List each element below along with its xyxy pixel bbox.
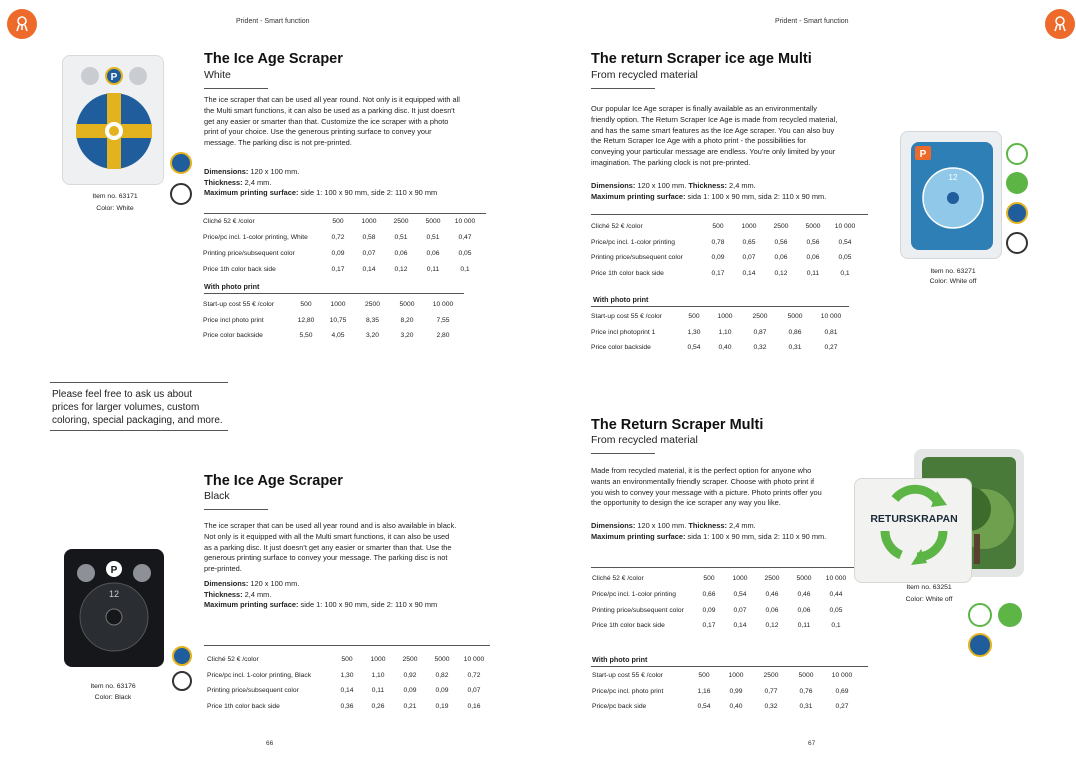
return-ice-specs: Dimensions: 120 x 100 mm. Thickness: 2,4 mm. Maximum printing surface: sida 1: 100 x 90 mm, sida 2: 110 x 90 mm. <box>591 181 827 201</box>
price-cell: 0,99 <box>729 687 743 695</box>
price-cell: 0,31 <box>799 703 813 710</box>
photo-table-rule <box>591 666 868 667</box>
title-underline <box>591 88 655 89</box>
price-cell: 5000 <box>796 575 812 582</box>
price-cell: 0,27 <box>824 344 838 351</box>
price-cell: 2500 <box>752 313 768 320</box>
price-cell: 8,20 <box>400 316 414 324</box>
prident-logo <box>1045 9 1075 39</box>
table-row <box>592 688 860 695</box>
price-cell: 8,35 <box>365 316 380 324</box>
price-cell: 0,06 <box>797 607 811 614</box>
price-cell: 0,27 <box>835 703 849 710</box>
price-cell: 0,47 <box>458 234 472 241</box>
price-cell: 0,06 <box>774 254 788 261</box>
price-cell: 0,92 <box>403 671 417 679</box>
price-cell: 0,05 <box>458 250 472 257</box>
black-subtitle: Black <box>204 490 230 502</box>
page-number-right: 67 <box>808 740 816 747</box>
sweden-quality-badge <box>170 152 192 174</box>
svg-text:12: 12 <box>948 173 958 182</box>
table-row <box>591 344 849 351</box>
price-cell: 0,06 <box>426 250 440 257</box>
price-cell: 10 000 <box>454 218 476 225</box>
row-label: Printing price/subsequent color <box>592 607 684 614</box>
table-header-row <box>207 656 490 663</box>
price-cell: 0,07 <box>733 607 747 614</box>
svg-text:P: P <box>919 149 927 160</box>
price-cell: 0,66 <box>702 590 716 598</box>
price-cell: 1,10 <box>718 328 732 336</box>
price-cell: 0,12 <box>394 266 408 273</box>
price-cell: 1000 <box>741 223 757 230</box>
price-cell: 0,72 <box>331 234 345 241</box>
price-cell: 0,07 <box>742 254 756 261</box>
price-cell: 0,56 <box>806 238 820 246</box>
price-cell: 10 000 <box>432 301 454 308</box>
price-cell: 0,54 <box>687 344 701 351</box>
row-label: Start-up cost 55 € /color <box>203 301 274 308</box>
row-label: Cliché 52 € /color <box>592 575 644 582</box>
price-cell: 0,11 <box>806 269 820 277</box>
price-cell: 0,12 <box>774 269 788 277</box>
title-underline <box>204 88 268 89</box>
return-multi-color: Color: White off <box>905 596 953 603</box>
return-ice-scraper-image <box>900 131 1002 259</box>
row-label: Price 1th color back side <box>203 266 276 273</box>
row-label: Cliché 52 € /color <box>591 223 643 230</box>
price-cell: 10 000 <box>820 313 842 320</box>
black-title: The Ice Age Scraper <box>204 473 343 489</box>
photo-table-rule <box>591 306 849 307</box>
price-cell: 0,1 <box>831 621 841 629</box>
price-cell: 10 000 <box>825 575 847 582</box>
row-label: Price/pc back side <box>592 703 647 710</box>
row-label: Price/pc incl. 1-color printing <box>592 590 676 598</box>
table-row <box>207 672 490 679</box>
price-cell: 1000 <box>728 672 744 679</box>
price-cell: 500 <box>688 313 700 320</box>
running-header: Prident - Smart function <box>775 18 849 25</box>
price-cell: 5000 <box>805 223 821 230</box>
price-cell: 5000 <box>434 656 450 663</box>
table-header-row <box>592 672 860 679</box>
price-cell: 0,86 <box>788 328 802 336</box>
white-title: The Ice Age Scraper <box>204 51 343 67</box>
price-cell: 1,10 <box>371 671 385 679</box>
price-cell: 1000 <box>717 313 733 320</box>
title-underline <box>204 509 268 510</box>
price-cell: 0,05 <box>829 607 843 614</box>
design-badge <box>1006 232 1028 254</box>
price-cell: 0,36 <box>340 702 354 710</box>
row-label: Price 1th color back side <box>592 621 665 629</box>
price-cell: 0,51 <box>394 234 408 241</box>
price-cell: 0,87 <box>753 328 767 336</box>
table-row <box>592 622 852 629</box>
price-cell: 0,05 <box>838 254 852 261</box>
row-label: Cliché 52 € /color <box>207 656 259 663</box>
row-label: Start-up cost 55 € /color <box>592 672 663 679</box>
price-cell: 1000 <box>361 218 377 225</box>
price-cell: 0,78 <box>711 238 725 246</box>
price-cell: 5000 <box>798 672 814 679</box>
price-cell: 10,75 <box>329 316 347 324</box>
price-cell: 0,44 <box>829 590 843 598</box>
scraper-white-image <box>62 55 164 185</box>
row-label: Printing price/subsequent color <box>591 254 683 261</box>
price-cell: 10 000 <box>463 656 485 663</box>
price-cell: 0,51 <box>426 234 440 241</box>
price-cell: 0,07 <box>467 687 481 694</box>
price-cell: 0,09 <box>435 687 449 694</box>
table-top-rule <box>591 567 866 568</box>
table-header-row <box>591 223 861 230</box>
price-cell: 2500 <box>365 301 380 308</box>
return-multi-photo-title: With photo print <box>592 655 648 664</box>
price-cell: 0,40 <box>729 703 743 710</box>
price-cell: 0,16 <box>467 702 481 710</box>
row-label: Price/pc incl. 1-color printing, Black <box>207 671 312 679</box>
price-cell: 2500 <box>773 223 789 230</box>
return-multi-subtitle: From recycled material <box>591 434 698 446</box>
price-cell: 0,17 <box>711 269 725 277</box>
price-cell: 0,54 <box>733 590 747 598</box>
return-multi-scraper-image <box>854 478 972 583</box>
price-cell: 500 <box>703 575 715 582</box>
price-cell: 0,11 <box>797 621 811 629</box>
sweden-quality-badge <box>968 633 992 657</box>
price-cell: 0,46 <box>797 590 811 598</box>
price-cell: 0,81 <box>824 328 838 336</box>
price-cell: 0,40 <box>718 344 732 351</box>
returskrapan-badge <box>968 603 992 627</box>
row-label: Price color backside <box>591 344 651 351</box>
row-label: Price incl photo print <box>203 316 264 324</box>
price-cell: 10 000 <box>831 672 853 679</box>
table-top-rule <box>204 645 490 646</box>
table-row <box>203 317 462 324</box>
price-cell: 0,14 <box>340 687 354 694</box>
row-label: Printing price/subsequent color <box>203 250 295 257</box>
design-badge <box>172 671 192 691</box>
table-row <box>591 329 849 336</box>
returskrapan-brand: RETURSKRAPAN <box>870 513 958 525</box>
price-cell: 1000 <box>732 575 748 582</box>
price-cell: 1,30 <box>340 671 354 679</box>
white-color: Color: White <box>96 205 134 212</box>
row-label: Printing price/subsequent color <box>207 687 299 694</box>
price-cell: 2,80 <box>436 332 450 339</box>
price-cell: 10 000 <box>834 223 856 230</box>
price-cell: 0,17 <box>331 266 345 273</box>
table-row <box>207 703 490 710</box>
price-cell: 0,07 <box>362 250 376 257</box>
price-cell: 0,09 <box>403 687 417 694</box>
white-description: The ice scraper that can be used all year round. Not only is it equipped with all the Multi smart functions, it can also be used as a parking disc. It just doesn't get any easier or smarter than that. Customize the ice scraper with a photo print of your choice. Use the generous printing surface to convey your message. The parking disc is not pre-printed. <box>204 95 460 148</box>
scraper-black-image <box>64 549 164 667</box>
price-cell: 500 <box>698 672 710 679</box>
price-cell: 5000 <box>399 301 415 308</box>
price-cell: 0,32 <box>764 703 778 710</box>
black-specs: Dimensions: 120 x 100 mm. Thickness: 2,4 mm. Maximum printing surface: side 1: 100 x 90 mm, side 2: 110 x 90 mm <box>204 579 438 609</box>
row-label: Cliché 52 € /color <box>203 218 255 225</box>
white-photo-title: With photo print <box>204 282 260 291</box>
price-cell: 500 <box>341 656 353 663</box>
table-top-rule <box>591 214 868 215</box>
sweden-quality-badge <box>1006 202 1028 224</box>
white-item-no: Item no. 63171 <box>92 193 138 200</box>
price-cell: 500 <box>300 301 312 308</box>
price-cell: 0,1 <box>840 269 850 277</box>
return-ice-description: Our popular Ice Age scraper is finally available as an environmentally friendly option. The Return Scraper Ice Age is made from recycled material, and has the same smart features as the Ice Age scraper. You can also buy the Return Scraper Ice Age with a photo print - the possibilities for conveying your particular message are endless. You're only limited by your imagination. The parking clock is not pre-printed. <box>591 104 838 167</box>
table-row <box>203 234 481 241</box>
return-multi-item-no: Item no. 63251 <box>906 584 952 591</box>
return-ice-subtitle: From recycled material <box>591 69 698 81</box>
table-row <box>592 591 852 598</box>
black-item-no: Item no. 63176 <box>90 683 136 690</box>
price-cell: 0,54 <box>697 703 711 710</box>
row-label: Price 1th color back side <box>207 702 280 710</box>
table-row <box>591 239 861 246</box>
price-cell: 5000 <box>787 313 803 320</box>
table-header-row <box>203 301 462 308</box>
right-page <box>538 0 1076 767</box>
price-cell: 0,11 <box>371 687 385 694</box>
table-row <box>592 703 860 710</box>
price-cell: 0,14 <box>733 621 747 629</box>
price-cell: 2500 <box>402 656 418 663</box>
table-top-rule <box>204 213 486 214</box>
price-cell: 0,06 <box>765 607 779 614</box>
price-cell: 0,26 <box>371 702 385 710</box>
price-cell: 0,76 <box>799 687 813 695</box>
price-cell: 0,65 <box>742 238 756 246</box>
price-cell: 3,20 <box>365 332 380 339</box>
price-cell: 1,30 <box>687 328 701 336</box>
price-cell: 2500 <box>763 672 779 679</box>
svg-text:12: 12 <box>108 589 120 599</box>
leaf-badge <box>1006 172 1028 194</box>
price-cell: 12,80 <box>297 316 315 324</box>
price-cell: 0,06 <box>806 254 820 261</box>
price-cell: 0,09 <box>711 254 725 261</box>
price-cell: 1,16 <box>697 687 711 695</box>
volume-note: Please feel free to ask us about prices for larger volumes, custom coloring, special packaging, and more. <box>52 389 223 426</box>
svg-text:P: P <box>110 72 118 83</box>
return-ice-color: Color: White off <box>929 278 977 285</box>
price-cell: 0,54 <box>838 238 852 246</box>
price-cell: 0,19 <box>435 702 449 710</box>
returskrapan-badge <box>1006 143 1028 165</box>
sweden-quality-badge <box>172 646 192 666</box>
price-cell: 0,17 <box>702 621 716 629</box>
table-row <box>203 332 462 339</box>
white-specs: Dimensions: 120 x 100 mm. Thickness: 2,4 mm. Maximum printing surface: side 1: 100 x 90 mm, side 2: 110 x 90 mm <box>204 167 438 197</box>
table-header-row <box>203 218 481 225</box>
table-row <box>207 687 490 694</box>
leaf-badge <box>998 603 1022 627</box>
price-cell: 0,21 <box>403 702 417 710</box>
price-cell: 500 <box>332 218 344 225</box>
page-number-left: 66 <box>266 740 274 747</box>
price-cell: 0,77 <box>764 687 778 695</box>
price-cell: 0,72 <box>467 671 481 679</box>
price-cell: 0,31 <box>788 344 802 351</box>
price-cell: 0,1 <box>460 266 470 273</box>
tooth-icon <box>12 14 32 34</box>
table-row <box>591 270 861 277</box>
photo-table-rule <box>204 293 464 294</box>
return-ice-item-no: Item no. 63271 <box>930 268 976 275</box>
price-cell: 1000 <box>330 301 346 308</box>
price-cell: 0,14 <box>742 269 756 277</box>
price-cell: 5,50 <box>299 332 313 339</box>
return-multi-title: The Return Scraper Multi <box>591 417 764 433</box>
price-cell: 0,32 <box>753 344 767 351</box>
price-cell: 2500 <box>764 575 780 582</box>
row-label: Price incl photoprint 1 <box>591 328 656 336</box>
prident-logo <box>7 9 37 39</box>
price-cell: 7,55 <box>436 316 450 324</box>
table-row <box>203 266 481 273</box>
price-cell: 0,14 <box>362 266 376 273</box>
table-row <box>592 606 852 615</box>
row-label: Price 1th color back side <box>591 269 664 277</box>
price-cell: 2500 <box>393 218 409 225</box>
price-cell: 0,58 <box>362 234 376 241</box>
price-cell: 3,20 <box>400 332 414 339</box>
row-label: Price/pc incl. 1-color printing <box>591 238 675 246</box>
row-label: Start-up cost 55 € /color <box>591 313 662 320</box>
return-ice-title: The return Scraper ice age Multi <box>591 51 812 67</box>
note-top-rule <box>50 382 228 383</box>
price-cell: 1000 <box>370 656 386 663</box>
table-header-row <box>591 313 849 320</box>
price-cell: 0,09 <box>702 607 716 614</box>
table-row <box>591 254 861 261</box>
table-row <box>203 250 481 257</box>
return-multi-specs: Dimensions: 120 x 100 mm. Thickness: 2,4 mm. Maximum printing surface: sida 1: 100 x 90 mm, sida 2: 110 x 90 mm. <box>591 521 827 541</box>
price-cell: 0,11 <box>426 266 440 273</box>
white-subtitle: White <box>204 69 231 81</box>
price-cell: 0,82 <box>435 671 449 679</box>
black-description: The ice scraper that can be used all year round and is also available in black. Not only is it equipped with all the Multi smart functions, it can also be used as a parking disc. It just doesn't get any easier or smarter than that. Use the generous printing surface to convey your message. The parking disc is not pre-printed. <box>204 521 457 574</box>
note-bottom-rule <box>50 430 228 431</box>
price-cell: 0,12 <box>765 621 779 629</box>
row-label: Price/pc incl. 1-color printing, White <box>203 234 308 241</box>
design-badge <box>170 183 192 205</box>
row-label: Price color backside <box>203 332 263 339</box>
price-cell: 0,69 <box>835 687 849 695</box>
price-cell: 500 <box>712 223 724 230</box>
price-cell: 0,56 <box>774 238 788 246</box>
return-ice-photo-title: With photo print <box>593 295 649 304</box>
svg-text:P: P <box>110 565 118 576</box>
tooth-icon <box>1050 14 1070 34</box>
price-cell: 0,46 <box>765 590 779 598</box>
row-label: Price/pc incl. photo print <box>592 687 664 695</box>
price-cell: 0,06 <box>394 250 408 257</box>
price-cell: 5000 <box>425 218 441 225</box>
table-header-row <box>592 575 852 582</box>
return-multi-description: Made from recycled material, it is the perfect option for anyone who wants an environmentally friendly scraper. Choose with photo print if you wish to convey your message with a picture. Photo prints offer you the opportunity to design the ice scraper any way you like. <box>591 466 822 508</box>
price-cell: 0,09 <box>331 250 345 257</box>
price-cell: 4,05 <box>331 332 345 339</box>
black-color: Color: Black <box>94 694 132 701</box>
running-header: Prident - Smart function <box>236 18 310 25</box>
title-underline <box>591 453 655 454</box>
